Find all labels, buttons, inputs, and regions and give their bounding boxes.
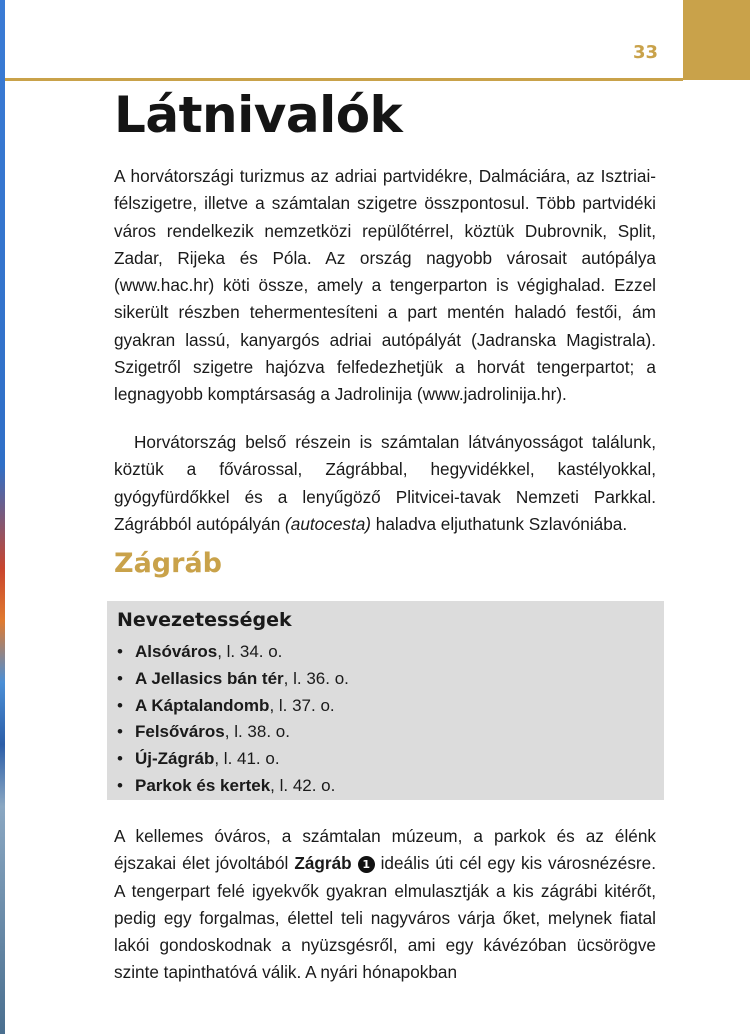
page-tab — [683, 0, 750, 80]
sight-page-ref: , l. 36. o. — [283, 668, 349, 688]
bullet-icon: • — [117, 775, 123, 795]
sights-box-title: Nevezetességek — [117, 609, 292, 631]
bullet-icon: • — [117, 695, 123, 715]
sight-page-ref: , l. 42. o. — [270, 775, 336, 795]
sight-name: Parkok és kertek — [135, 775, 271, 795]
bullet-icon: • — [117, 722, 123, 742]
intro-paragraph-1: A horvátországi turizmus az adriai partvidékre, Dalmáciára, az Isztriai-félszigetre, illetve a számtalan szigetre összpontosul. Több partvidéki város rendelkezik nemzetközi repülőtérrel, köztük Dubrovnik, Split, Zadar, Rijeka és Póla. Az ország nagyobb városait autópálya (www.hac.hr) köti össze, amely a tengerparton is végighalad. Ezzel sikerült részben tehermentesíteni a part mentén haladó festői, ám gyakran lassú, kanyargós adriai autópályát (Jadranska Magistrala). Szigetről szigetre hajózva felfedezhetjük a horvát tengerpartot; a legnagyobb komptársaság a Jadrolinija (www.jadrolinija.hr). — [114, 166, 656, 405]
zagreb-bold-name: Zágráb — [294, 853, 352, 874]
sight-page-ref: , l. 41. o. — [214, 749, 280, 769]
bullet-icon: • — [117, 668, 123, 688]
sights-list-item — [117, 666, 349, 693]
sights-list-item — [117, 773, 349, 800]
sight-name: A Jellasics bán tér — [135, 668, 284, 688]
sights-box — [107, 601, 664, 800]
zagreb-body-text-start: A kellemes óváros, a számtalan múzeum, a parkok és az élénk éjszakai élet jóvoltából — [114, 826, 656, 874]
sight-name: Felsőváros — [135, 722, 225, 742]
sight-name: A Káptalandomb — [135, 695, 270, 715]
bullet-icon: • — [117, 749, 123, 769]
intro-p2-text-end: haladva eljuthatunk Szlavóniába. — [371, 513, 628, 534]
bullet-icon: • — [117, 642, 123, 661]
page-edge-photo-strip — [0, 0, 5, 1034]
map-marker-number-icon: 1 — [358, 856, 375, 873]
sights-list — [117, 639, 349, 800]
sights-list-item — [117, 719, 349, 746]
zagreb-body-text-end: ideális úti cél egy kis városnézésre. A tengerpart felé igyekvők gyakran elmulasztják a kis zágrábi kitérőt, pedig egy forgalmas, élettel teli nagyváros várja őket, melynek fiatal lakói gondoskodnak a nyüzsgésről, ami egy kávézóban ücsörögve szinte tapinthatóvá válik. A nyári hónapokban — [114, 853, 656, 983]
intro-p2-text-start: Horvátország belső részein is számtalan látványosságot találunk, köztük a fővárossal, Zágrábbal, hegyvidékkel, kastélyokkal, gyógyfürdőkkel és a lenyűgöző Plitvicei-tavak Nemzeti Parkkal. Zágrábból autópályán — [114, 432, 656, 534]
sight-page-ref: , l. 37. o. — [269, 695, 335, 715]
intro-p2-italic-term: (autocesta) — [285, 513, 372, 534]
sights-list-item — [117, 693, 349, 720]
zagreb-body-paragraph — [114, 823, 656, 987]
sight-page-ref: , l. 38. o. — [224, 722, 290, 742]
sights-list-item — [117, 639, 349, 666]
section-title: Zágráb — [114, 548, 222, 579]
sight-name: Alsóváros — [135, 642, 218, 661]
intro-paragraph-2 — [114, 429, 656, 538]
sights-list-item — [117, 746, 349, 773]
sight-name: Új-Zágráb — [135, 749, 215, 769]
sight-page-ref: , l. 34. o. — [217, 642, 283, 661]
page-title: Látnivalók — [114, 86, 403, 144]
page-number: 33 — [632, 42, 658, 63]
header-rule — [5, 78, 683, 81]
